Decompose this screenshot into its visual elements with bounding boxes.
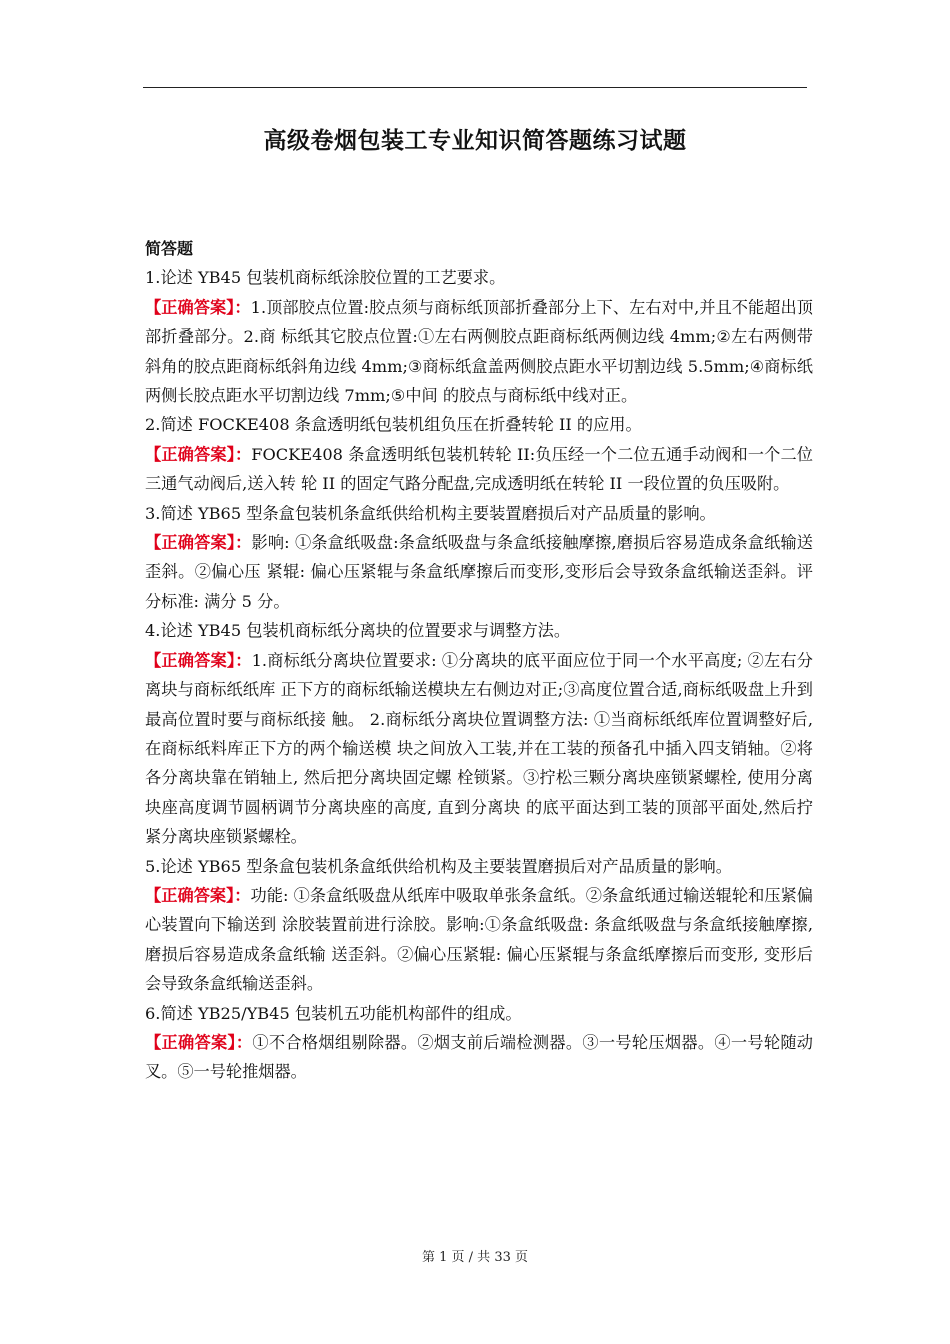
- answer-tag: 【正确答案】：: [145, 444, 252, 464]
- answer-tag: 【正确答案】：: [145, 1032, 253, 1052]
- document-title: 高级卷烟包装工专业知识简答题练习试题: [263, 128, 687, 154]
- document-body: [145, 234, 813, 1087]
- answer-text: 影响: ①条盒纸吸盘:条盒纸吸盘与条盒纸接触摩擦,磨损后容易造成条盒纸输送歪斜。②偏心压 紧辊: 偏心压紧辊与条盒纸摩擦后而变形,变形后会导致条盒纸输送歪斜。评分标准: 满分 5 分。: [145, 533, 813, 611]
- answer-text: 功能: ①条盒纸吸盘从纸库中吸取单张条盒纸。②条盒纸通过输送辊轮和压紧偏心装置向下输送到 涂胶装置前进行涂胶。影响:①条盒纸吸盘: 条盒纸吸盘与条盒纸接触摩擦,磨损后容易造成条盒纸输 送歪斜。②偏心压紧辊: 偏心压紧辊与条盒纸摩擦后而变形, 变形后会导致条盒纸输送歪斜。: [145, 885, 813, 994]
- question-3: 3.简述 YB65 型条盒包装机条盒纸供给机构主要装置磨损后对产品质量的影响。: [145, 503, 716, 523]
- answer-tag: 【正确答案】：: [145, 885, 251, 905]
- answer-text: FOCKE408 条盒透明纸包装机转轮 II:负压经一个二位五通手动阀和一个二位三通气动阀后,送入转 轮 II 的固定气路分配盘,完成透明纸在转轮 II 一段位置的负压吸附。: [145, 444, 813, 494]
- answer-5: [145, 881, 813, 999]
- answer-text: ①不合格烟组剔除器。②烟支前后端检测器。③一号轮压烟器。④一号轮随动叉。⑤一号轮推烟器。: [145, 1032, 813, 1082]
- answer-1: [145, 293, 813, 411]
- header-rule: [143, 87, 807, 88]
- answer-6: [145, 1028, 813, 1087]
- answer-2: [145, 440, 813, 499]
- question-2: 2.简述 FOCKE408 条盒透明纸包装机组负压在折叠转轮 II 的应用。: [145, 415, 642, 435]
- answer-text: 1.商标纸分离块位置要求: ①分离块的底平面应位于同一个水平高度; ②左右分离块与商标纸纸库 正下方的商标纸输送模块左右侧边对正;③高度位置合适,商标纸吸盘上升到最高位置时要与商标纸接 触。 2.商标纸分离块位置调整方法: ①当商标纸纸库位置调整好后,在商标纸料库正下方的两个输送模 块之间放入工装,并在工装的预备孔中插入四支销轴。②将各分离块靠在销轴上, 然后把分离块固定螺 栓锁紧。③拧松三颗分离块座锁紧螺栓, 使用分离块座高度调节圆柄调节分离块座的高度, 直到分离块 的底平面达到工装的顶部平面处,然后拧紧分离块座锁紧螺栓。: [145, 650, 813, 847]
- answer-tag: 【正确答案】：: [145, 650, 252, 670]
- answer-3: [145, 528, 813, 616]
- question-4: 4.论述 YB45 包装机商标纸分离块的位置要求与调整方法。: [145, 621, 571, 641]
- answer-tag: 【正确答案】：: [145, 297, 251, 317]
- section-heading: 简答题: [145, 239, 194, 258]
- answer-text: 1.顶部胶点位置:胶点须与商标纸顶部折叠部分上下、左右对中,并且不能超出顶部折叠部分。2.商 标纸其它胶点位置:①左右两侧胶点距商标纸两侧边线 4mm;②左右两侧带斜角的胶点距商标纸斜角边线 4mm;③商标纸盒盖两侧胶点距水平切割边线 5.5mm;④商标纸两侧长胶点距水平切割边线 7mm;⑤中间 的胶点与商标纸中线对正。: [145, 297, 813, 406]
- page-footer: 第 1 页 / 共 33 页: [422, 1250, 528, 1265]
- answer-4: [145, 646, 813, 852]
- question-6: 6.简述 YB25/YB45 包装机五功能机构部件的组成。: [145, 1003, 522, 1023]
- answer-tag: 【正确答案】：: [145, 533, 252, 553]
- question-5: 5.论述 YB65 型条盒包装机条盒纸供给机构及主要装置磨损后对产品质量的影响。: [145, 856, 732, 876]
- question-1: 1.论述 YB45 包装机商标纸涂胶位置的工艺要求。: [145, 268, 506, 288]
